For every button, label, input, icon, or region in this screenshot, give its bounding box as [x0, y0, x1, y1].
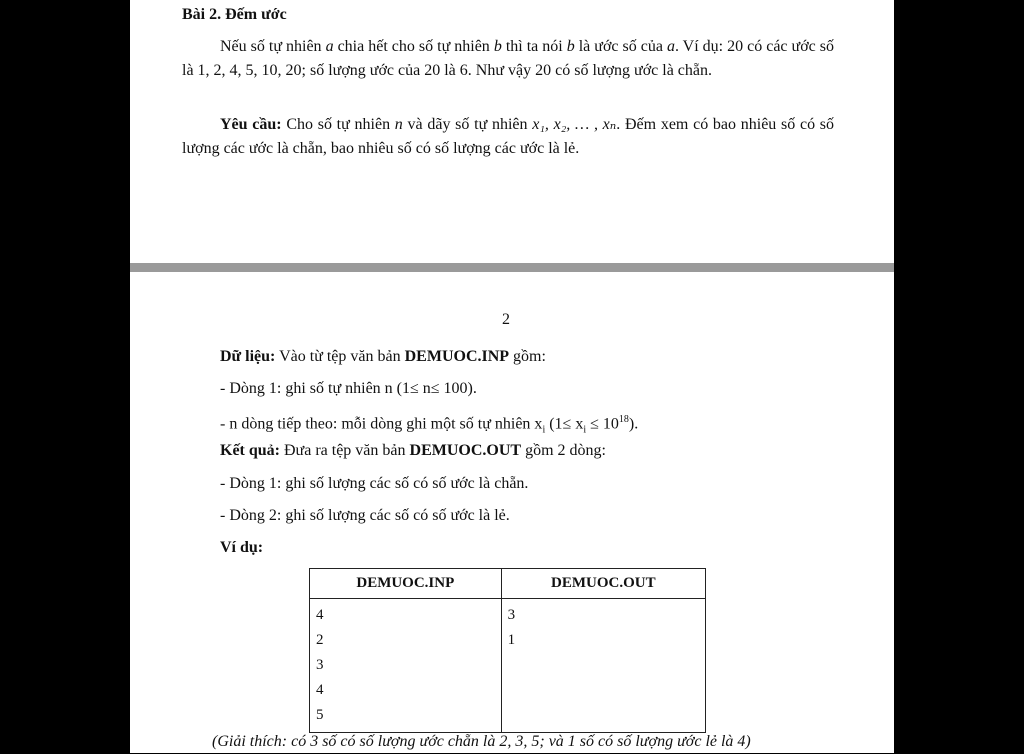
example-input-cell: [310, 599, 502, 733]
example-label: Ví dụ:: [220, 539, 264, 556]
input-section-heading: Dữ liệu: Vào từ tệp văn bản DEMUOC.INP gồm:: [220, 348, 546, 365]
requirement-paragraph: Yêu cầu: Cho số tự nhiên n và dãy số tự nhiên x₁, x₂, … , xₙ. Đếm xem có bao nhiêu số có số lượng các ước là chẵn, bao nhiêu số có số lượng các ước là lẻ.: [182, 116, 835, 157]
page-number: 2: [502, 311, 510, 328]
page-separator: [130, 263, 894, 272]
example-output-cell: [501, 599, 705, 733]
input-line-1: - Dòng 1: ghi số tự nhiên n (1≤ n≤ 100).: [220, 380, 477, 397]
example-header-output: DEMUOC.OUT: [501, 569, 705, 599]
input-line-2: - n dòng tiếp theo: mỗi dòng ghi một số tự nhiên $x_i$ $(1\le x_i \le 10^{18})$.: [220, 414, 639, 436]
output-line-1: - Dòng 1: ghi số lượng các số có số ước là chẵn.: [220, 475, 529, 492]
example-explanation: (Giải thích: có 3 số có số lượng ước chẵn là 2, 3, 5; và 1 số có số lượng ước lẻ là 4): [212, 733, 751, 750]
example-header-input: DEMUOC.INP: [310, 569, 502, 599]
document-page-2: [130, 272, 894, 753]
example-output-values: 3 1: [507, 607, 516, 648]
example-table: [309, 568, 706, 733]
example-table-header-row: [310, 569, 706, 599]
intro-paragraph: Nếu số tự nhiên a chia hết cho số tự nhiên b thì ta nói b là ước số của a. Ví dụ: 20 có các ước số là 1, 2, 4, 5, 10, 20; số lượng ước của 20 là 6. Như vậy 20 có số lượng ước là chẵn.: [182, 38, 835, 79]
example-table-body-row: [310, 599, 706, 733]
example-input-values: 4 2 3 4 5: [316, 607, 324, 723]
output-line-2: - Dòng 2: ghi số lượng các số có số ước là lẻ.: [220, 507, 510, 524]
problem-title: Bài 2. Đếm ước: [182, 6, 287, 23]
output-section-heading: Kết quả: Đưa ra tệp văn bản DEMUOC.OUT gồm 2 dòng:: [220, 442, 606, 459]
document-page-1: [130, 0, 894, 263]
